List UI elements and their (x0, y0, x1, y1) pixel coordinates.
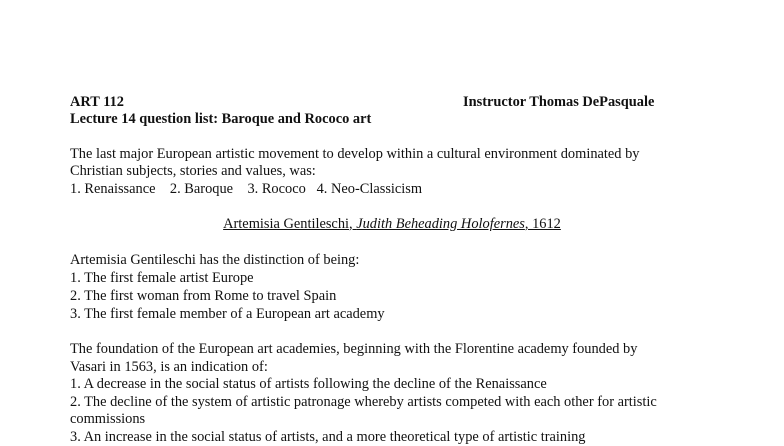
question-1-options: 1. Renaissance 2. Baroque 3. Rococo 4. Neo-Classicism (70, 181, 423, 197)
artwork-artist: Artemisia Gentileschi (223, 216, 350, 232)
lecture-title: Lecture 14 question list: Baroque and Rococo art (70, 111, 372, 127)
question-3-option-3: 3. An increase in the social status of artists, and a more theoretical type of artistic training (70, 429, 586, 445)
question-3-option-2-line-1: 2. The decline of the system of artistic patronage whereby artists competed with each other for artistic (70, 394, 657, 410)
artwork-separator: , (349, 216, 357, 232)
question-2-option-3: 3. The first female member of a European art academy (70, 306, 385, 322)
artwork-title: Judith Beheading Holofernes (356, 216, 525, 232)
course-code: ART 112 (70, 94, 125, 110)
question-2-stem: Artemisia Gentileschi has the distinction of being: (70, 252, 360, 268)
artwork-year: , 1612 (524, 216, 561, 232)
question-1-line-2: Christian subjects, stories and values, was: (70, 163, 316, 179)
question-3-option-1: 1. A decrease in the social status of artists following the decline of the Renaissance (70, 376, 547, 392)
instructor-name: Instructor Thomas DePasquale (463, 94, 655, 110)
question-2-option-2: 2. The first woman from Rome to travel Spain (70, 288, 337, 304)
question-3-option-2-line-2: commissions (70, 411, 146, 427)
question-2-option-1: 1. The first female artist Europe (70, 270, 254, 286)
question-1-line-1: The last major European artistic movement to develop within a cultural environment dominated by (70, 146, 640, 162)
question-3-line-1: The foundation of the European art academies, beginning with the Florentine academy founded by (70, 341, 638, 357)
question-3-line-2: Vasari in 1563, is an indication of: (70, 359, 268, 375)
artwork-caption (0, 216, 784, 233)
